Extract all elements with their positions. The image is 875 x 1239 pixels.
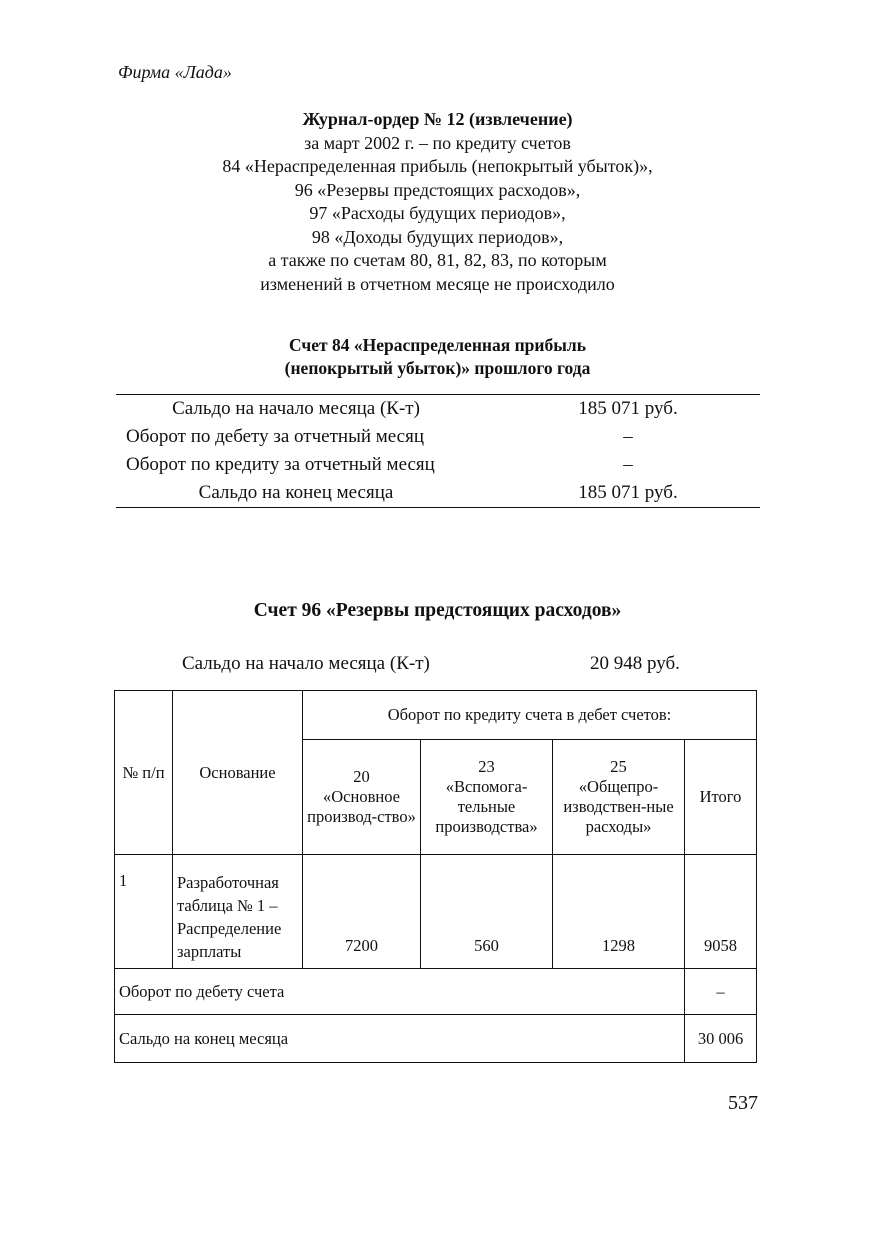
debit-turnover-label: Оборот по дебету счета: [115, 969, 685, 1015]
debit-name: «Вспомога-тельные производства»: [435, 777, 538, 836]
row-label: Сальдо на начало месяца (К-т): [172, 398, 420, 419]
debit-code: 25: [610, 757, 627, 776]
row-total: 9058: [685, 855, 757, 969]
row-basis: Разработочная таблица № 1 – Распределение зарплаты: [173, 855, 303, 969]
journal-header: [0, 108, 875, 296]
journal-line: 84 «Нераспределенная прибыль (непокрытый убыток)»,: [222, 156, 653, 176]
col-basis-header: Основание: [173, 691, 303, 855]
col-total-header: Итого: [685, 740, 757, 855]
row-label: Сальдо на конец месяца: [198, 482, 394, 503]
account84-row: [116, 479, 760, 507]
debit-turnover-value: –: [685, 969, 757, 1015]
row-num: 1: [115, 855, 173, 969]
row-value-20: 7200: [303, 855, 421, 969]
journal-line: 97 «Расходы будущих периодов»,: [309, 203, 566, 223]
debit-code: 20: [353, 767, 370, 786]
debit-turnover-row: [115, 969, 757, 1015]
group-header: Оборот по кредиту счета в дебет счетов:: [303, 691, 757, 740]
account96-table: [114, 690, 757, 1063]
row-value: –: [623, 454, 633, 475]
row-value-23: 560: [421, 855, 553, 969]
row-label: Оборот по дебету за отчетный месяц: [126, 426, 425, 447]
account84-row: [116, 395, 760, 423]
journal-line: изменений в отчетном месяце не происходило: [260, 273, 615, 294]
debit-code: 23: [478, 757, 495, 776]
journal-line: 96 «Резервы предстоящих расходов»,: [294, 179, 581, 200]
closing-value: 30 006: [685, 1015, 757, 1063]
table-row: [115, 855, 757, 969]
account84-title: [0, 334, 875, 380]
debit-name: «Общепро-изводствен-ные расходы»: [563, 777, 674, 836]
row-value: –: [623, 426, 633, 447]
account96-opening-value: 20 948 руб.: [590, 653, 680, 674]
debit-col-23: [421, 740, 553, 855]
debit-col-20: [303, 740, 421, 855]
col-num-header: № п/п: [115, 691, 173, 855]
page-number: 537: [728, 1092, 758, 1114]
account96-opening-label: Сальдо на начало месяца (К-т): [182, 653, 430, 674]
debit-name: «Основное производ-ство»: [307, 787, 416, 826]
row-value: 185 071 руб.: [578, 482, 678, 503]
account84-title-line2: (непокрытый убыток)» прошлого года: [284, 358, 591, 378]
account84-row: [116, 423, 760, 451]
account84-table: [116, 394, 760, 508]
account84-row: [116, 451, 760, 479]
row-value-25: 1298: [553, 855, 685, 969]
closing-row: [115, 1015, 757, 1063]
journal-line: 98 «Доходы будущих периодов»,: [311, 226, 564, 247]
row-label: Оборот по кредиту за отчетный месяц: [126, 454, 435, 475]
journal-line: а также по счетам 80, 81, 82, 83, по которым: [268, 250, 607, 270]
journal-line: за март 2002 г. – по кредиту счетов: [304, 132, 571, 153]
closing-label: Сальдо на конец месяца: [115, 1015, 685, 1063]
row-value: 185 071 руб.: [578, 398, 678, 419]
journal-title: Журнал-ордер № 12 (извлечение): [302, 109, 573, 129]
account96-title: Счет 96 «Резервы предстоящих расходов»: [253, 600, 622, 621]
debit-col-25: [553, 740, 685, 855]
account84-title-line1: Счет 84 «Нераспределенная прибыль: [289, 335, 586, 355]
header-row: [115, 691, 757, 740]
firm-name: Фирма «Лада»: [118, 62, 232, 82]
